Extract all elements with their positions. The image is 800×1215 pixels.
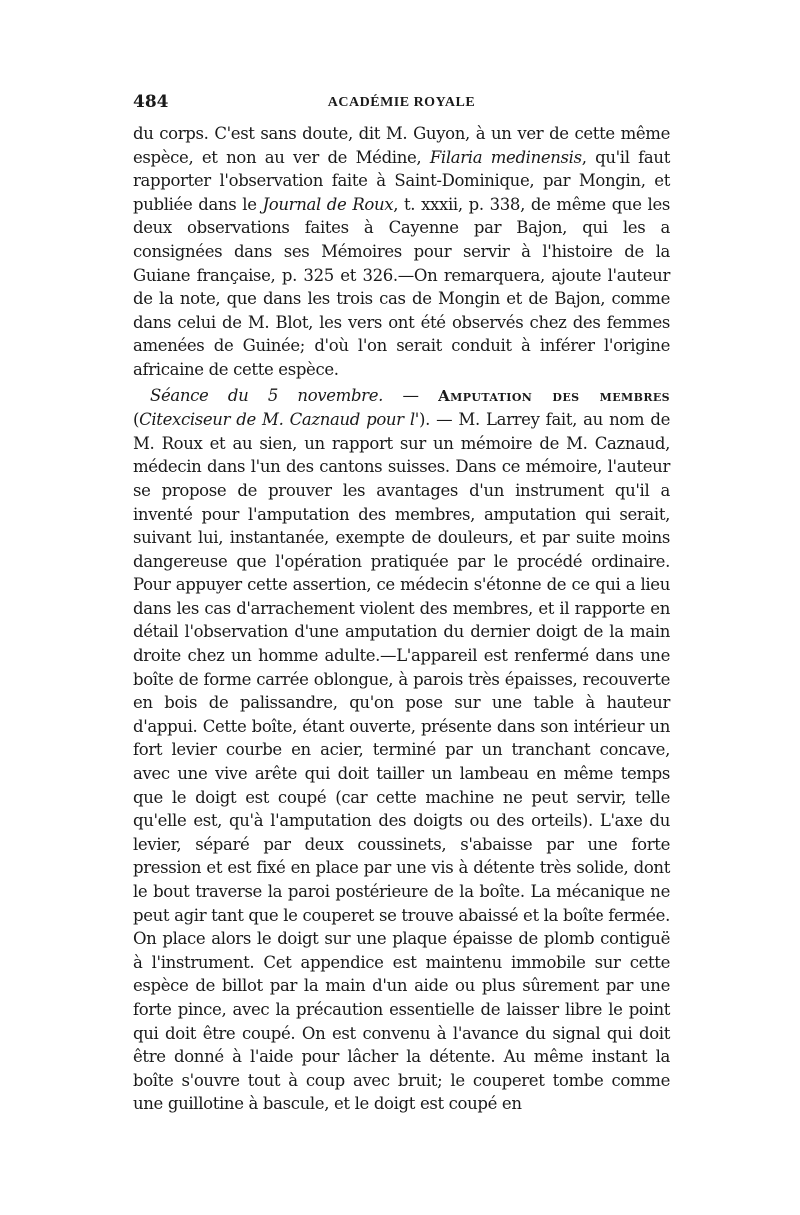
paragraph-1-text-b: , qu'il faut rapporter l'observation faite à Saint-Dominique, par Mongin, et publiée dans le (133, 147, 670, 214)
section-heading: Amputation des membres (438, 386, 670, 405)
paragraph-2 (133, 384, 670, 1116)
paragraph-1-italic-b: Journal de Roux (262, 194, 394, 214)
paragraph-2-paren: ( (133, 410, 140, 430)
running-title: ACADÉMIE ROYALE (327, 95, 476, 110)
paragraph-1 (133, 122, 670, 382)
page-number: 484 (133, 92, 169, 112)
running-head (133, 92, 670, 122)
paragraph-1-text-c: , t. xxxii, p. 338, de même que les deux observations faites à Cayenne par Bajon, qui les a consignées dans ses Mémoires pour servir à l'histoire de la Guiane française, p. 325 et 326.—On remarquera, ajoute l'auteur de la note, que dans les trois cas de Mongin et de Bajon, comme dans celui de M. Blot, les vers ont été observés chez des femmes amenées de Guinée; d'où l'on serait conduit à inférer l'origine africaine de cette espèce. (133, 194, 670, 379)
paragraph-1-text-a: du corps. C'est sans doute, dit M. Guyon, à un ver de cette même espèce, et non au ver de Médine, (133, 124, 670, 167)
paragraph-2-text: ). — M. Larrey fait, au nom de M. Roux et au sien, un rapport sur un mémoire de M. Caznaud, médecin dans l'un des cantons suisses. Dans ce mémoire, l'auteur se propose de prouver les avantages d'un instrument qu'il a inventé pour l'amputation des membres, amputation qui serait, suivant lui, instantanée, exempte de douleurs, et par suite moins dangereuse que l'opération pratiquée par le procédé ordinaire. Pour appuyer cette assertion, ce médecin s'étonne de ce qui a lieu dans les cas d'arrachement violent des membres, et il rapporte en détail l'observation d'une amputation du dernier doigt de la main droite chez un homme adulte.—L'appareil est renfermé dans une boîte de forme carrée oblongue, à parois très épaisses, recouverte en bois de palissandre, qu'on pose sur une table à hauteur d'appui. Cette boîte, étant ouverte, présente dans son intérieur un fort levier courbe en acier, terminé par un tranchant concave, avec une vive arête qui doit tailler un lambeau en même temps que le doigt est coupé (car cette machine ne peut servir, telle qu'elle est, qu'à l'amputation des doigts ou des orteils). L'axe du levier, séparé par deux coussinets, s'abaisse par une forte pression et est fixé en place par une vis à détente très solide, dont le bout traverse la paroi postérieure de la boîte. La mécanique ne peut agir tant que le couperet se trouve abaissé et la boîte fermée. On place alors le doigt sur une plaque épaisse de plomb contiguë à l'instrument. Cet appendice est maintenu immobile sur cette espèce de billot par la main d'un aide ou plus sûrement par une forte pince, avec la précaution essentielle de laisser libre le point qui doit être coupé. On est convenu à l'avance du signal qui doit être donné à l'aide pour lâcher la détente. Au même instant la boîte s'ouvre tout à coup avec bruit; le couperet tombe comme une guillotine à bascule, et le doigt est coupé en (133, 410, 671, 1114)
body-text (133, 122, 670, 1116)
paragraph-1-italic-a: Filaria medinensis (429, 147, 582, 167)
paragraph-2-dash: — (383, 385, 439, 405)
book-page (133, 92, 670, 1116)
paragraph-2-italic: Citexciseur de M. Caznaud pour l' (139, 410, 419, 430)
session-date: Séance du 5 novembre. (150, 385, 384, 405)
